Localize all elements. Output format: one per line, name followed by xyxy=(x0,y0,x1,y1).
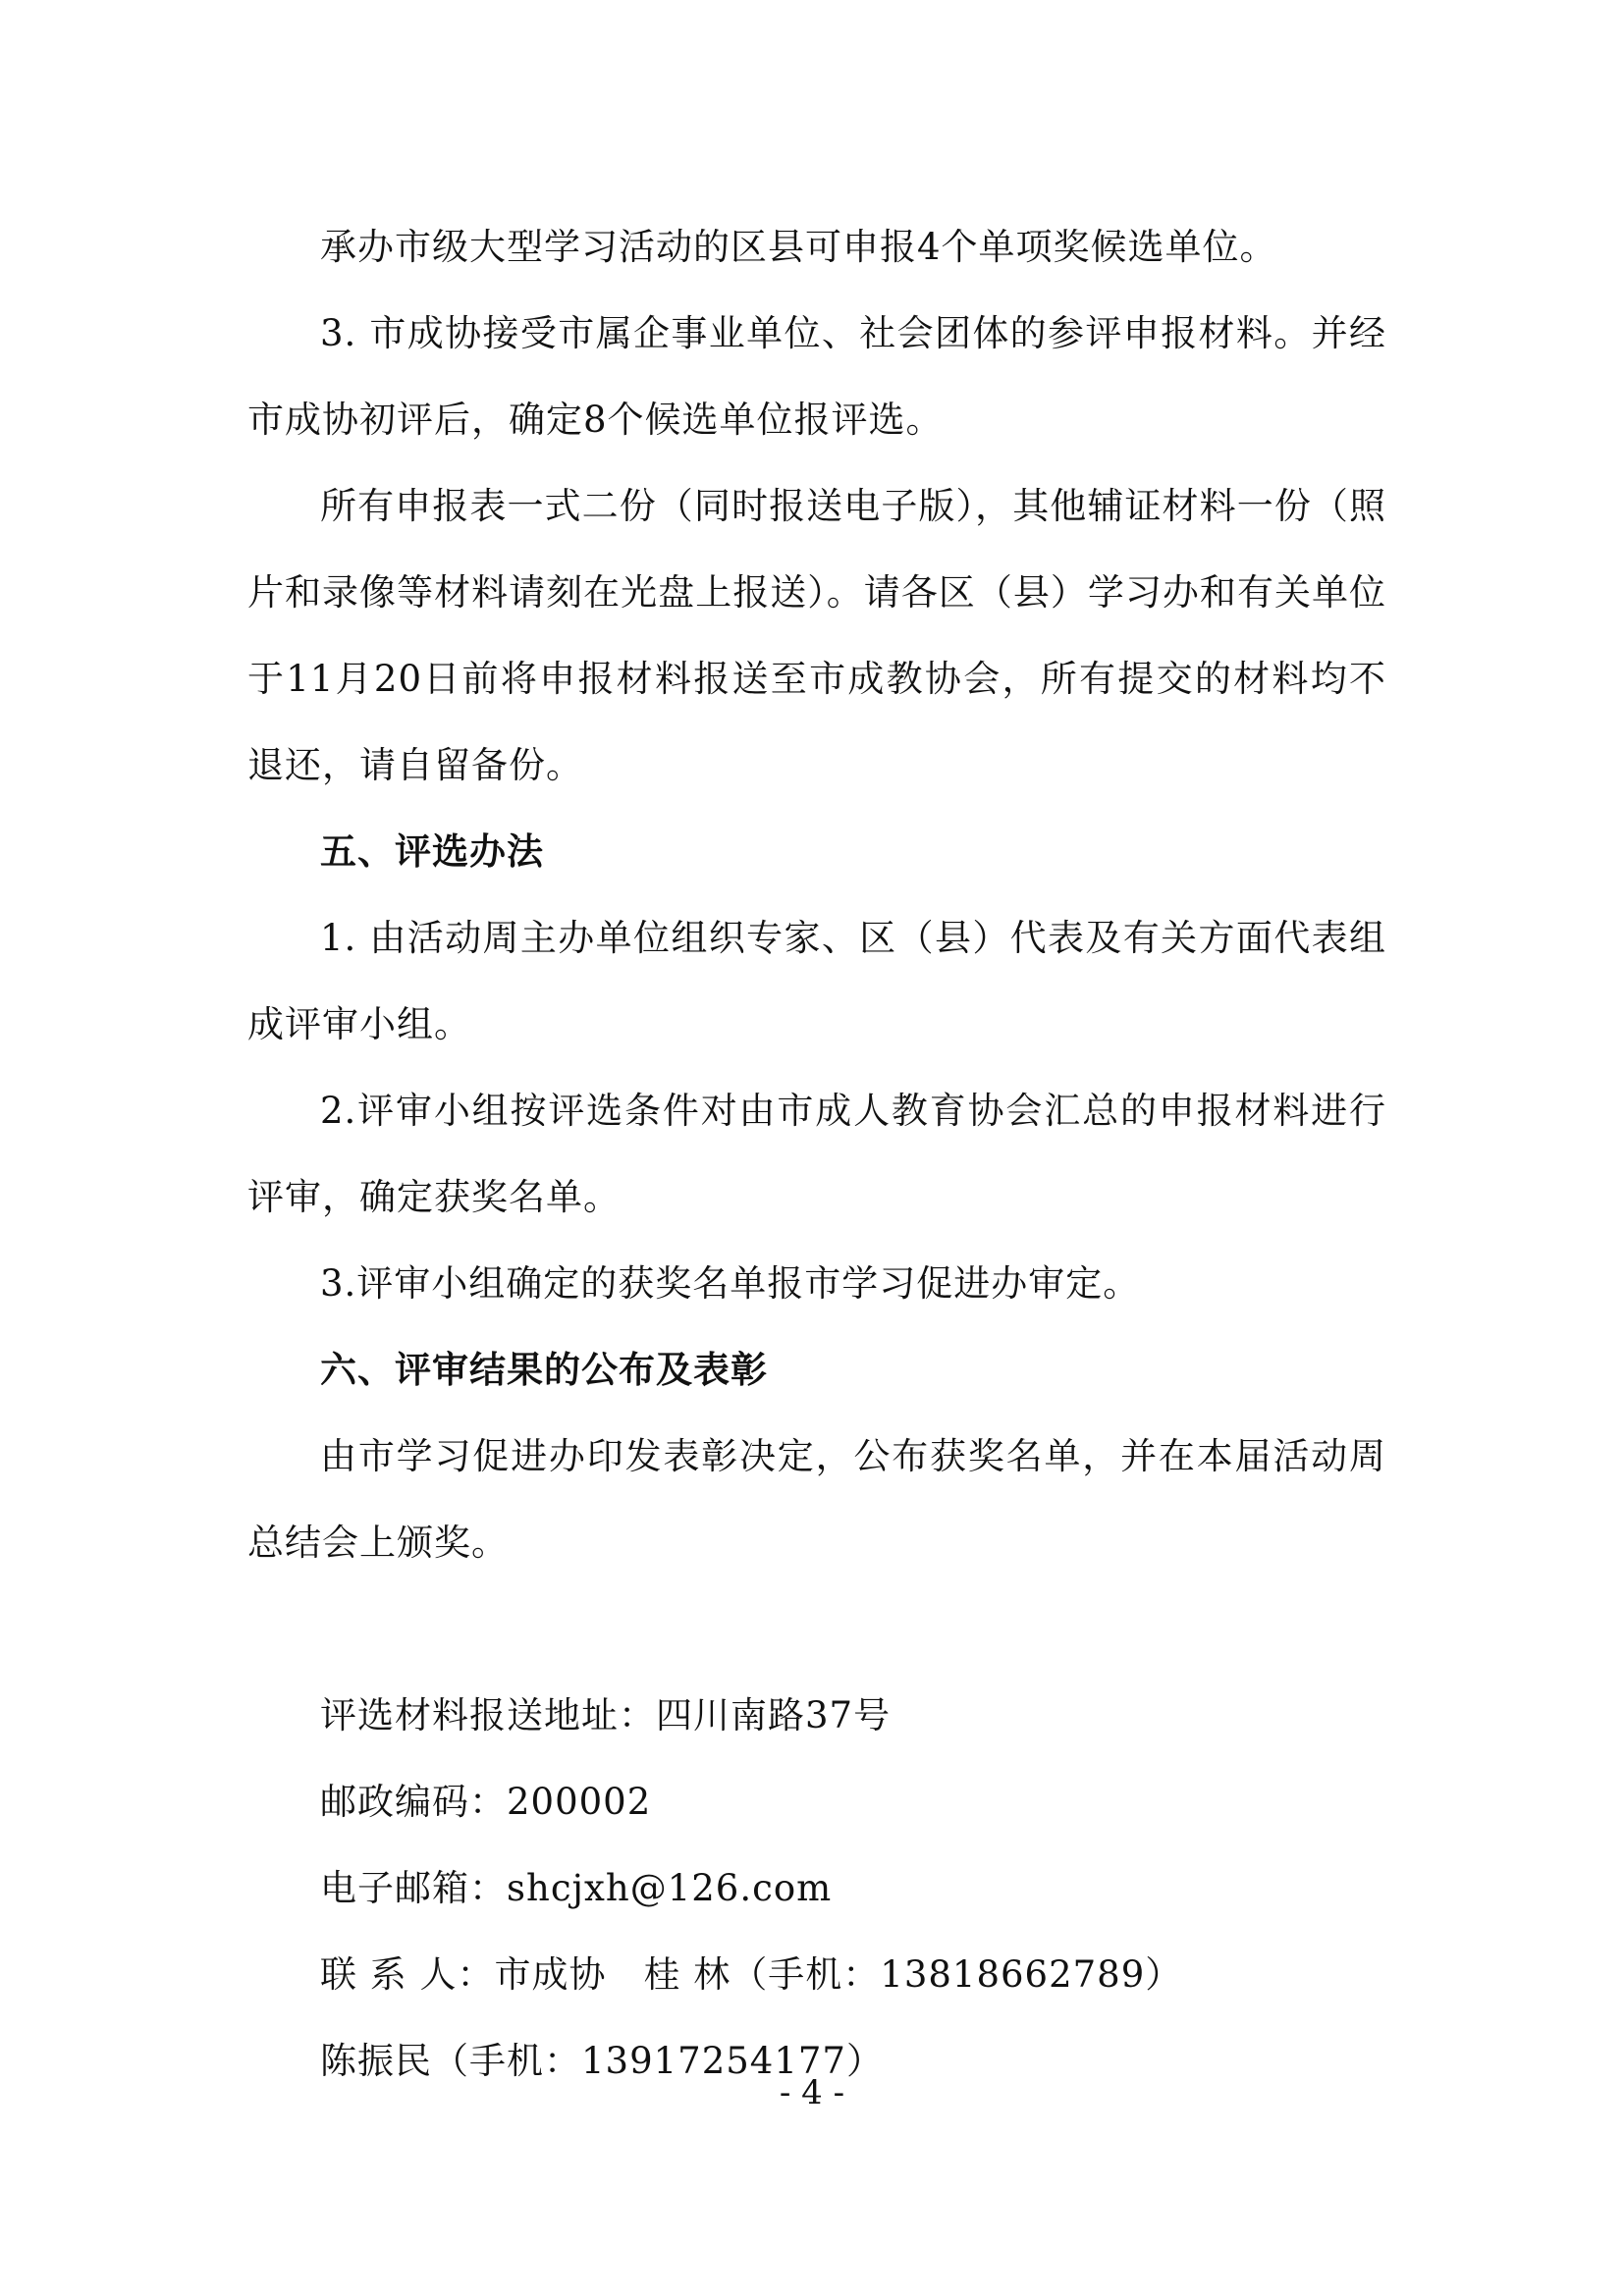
paragraph-district-quota: 承办市级大型学习活动的区县可申报4个单项奖候选单位。 xyxy=(320,226,1277,268)
blank-line xyxy=(247,1586,1386,1673)
evaluation-item-2: 2.评审小组按评选条件对由市成人教育协会汇总的申报材料进行评审，确定获奖名单。 xyxy=(247,1090,1386,1218)
evaluation-item-3: 3.评审小组确定的获奖名单报市学习促进办审定。 xyxy=(320,1262,1141,1305)
section-heading-evaluation-method: 五、评选办法 xyxy=(320,830,544,873)
results-announcement-text: 由市学习促进办印发表彰决定，公布获奖名单，并在本届活动周总结会上颁奖。 xyxy=(247,1435,1386,1564)
contact-email: 电子邮箱：shcjxh@126.com xyxy=(320,1867,833,1909)
page-number: - 4 - xyxy=(779,2073,845,2112)
paragraph-submission-rules: 所有申报表一式二份（同时报送电子版），其他辅证材料一份（照片和录像等材料请刻在光盘上报送）。请各区（县）学习办和有关单位于11月20日前将申报材料报送至市成教协会，所有提交的材料均不退还，请自留备份。 xyxy=(247,485,1386,786)
contact-postcode: 邮政编码：200002 xyxy=(320,1781,652,1823)
contact-address: 评选材料报送地址：四川南路37号 xyxy=(320,1694,892,1736)
contact-person-2: 陈振民（手机：13917254177） xyxy=(320,2040,884,2082)
contact-person-1: 联 系 人：市成协 桂 林（手机：13818662789） xyxy=(320,1953,1183,1996)
section-heading-results-announcement: 六、评审结果的公布及表彰 xyxy=(320,1349,768,1391)
document-body xyxy=(247,204,1386,2105)
paragraph-municipal-units: 3. 市成协接受市属企事业单位、社会团体的参评申报材料。并经市成协初评后，确定8个候选单位报评选。 xyxy=(247,312,1386,441)
evaluation-item-1: 1. 由活动周主办单位组织专家、区（县）代表及有关方面代表组成评审小组。 xyxy=(247,917,1386,1045)
